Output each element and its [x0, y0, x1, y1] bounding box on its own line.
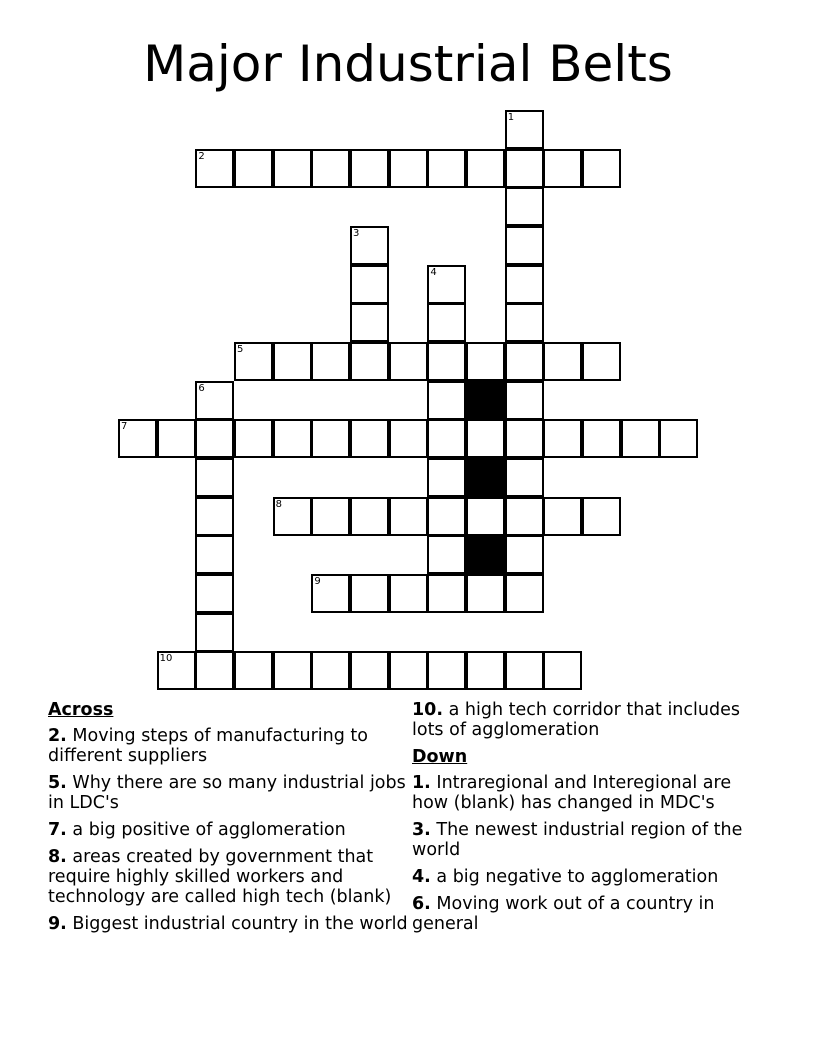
grid-cell[interactable]: [582, 342, 621, 381]
grid-cell[interactable]: [195, 497, 234, 536]
grid-cell[interactable]: [195, 651, 234, 690]
cell-number: 8: [275, 498, 283, 510]
grid-cell[interactable]: [195, 458, 234, 497]
cell-number: 2: [198, 150, 205, 162]
grid-cell[interactable]: [427, 303, 466, 342]
grid-cell[interactable]: [195, 535, 234, 574]
grid-cell[interactable]: [195, 419, 234, 458]
cell-number: 10: [159, 653, 173, 665]
grid-cell[interactable]: [157, 651, 196, 690]
grid-cell[interactable]: [118, 419, 157, 458]
grid-cell[interactable]: [466, 342, 505, 381]
cell-number: 9: [314, 576, 321, 588]
down-clue-6: 6. Moving work out of a country in general: [412, 894, 715, 934]
across-clue-2: 2. Moving steps of manufacturing to different suppliers: [48, 726, 368, 766]
grid-cell[interactable]: [350, 651, 389, 690]
grid-cell[interactable]: [505, 226, 544, 265]
page-title: Major Industrial Belts: [143, 35, 673, 93]
grid-cell[interactable]: [311, 342, 350, 381]
grid-cell[interactable]: [234, 419, 273, 458]
across-clue-7: 7. a big positive of agglomeration: [48, 820, 346, 840]
grid-cell[interactable]: [427, 651, 466, 690]
grid-cell[interactable]: [543, 497, 582, 536]
grid-cell[interactable]: [195, 149, 234, 188]
grid-cell[interactable]: [350, 226, 389, 265]
grid-cell[interactable]: [389, 419, 428, 458]
clues-column-left: [48, 700, 408, 941]
cell-number: 5: [237, 344, 244, 356]
grid-cell[interactable]: [427, 497, 466, 536]
grid-cell[interactable]: [273, 497, 312, 536]
grid-cell[interactable]: [543, 342, 582, 381]
grid-cell[interactable]: [273, 342, 312, 381]
grid-cell[interactable]: [582, 149, 621, 188]
cell-number: 3: [353, 228, 360, 239]
cell-number: 1: [507, 112, 515, 123]
grid-cell[interactable]: [505, 110, 544, 149]
grid-cell[interactable]: [505, 149, 544, 188]
grid-cell[interactable]: [350, 497, 389, 536]
grid-cell[interactable]: [350, 265, 389, 304]
grid-cell[interactable]: [311, 419, 350, 458]
grid-cell[interactable]: [273, 651, 312, 690]
grid-cell[interactable]: [389, 497, 428, 536]
grid-cell[interactable]: [234, 651, 273, 690]
grid-cell[interactable]: [427, 149, 466, 188]
grid-cell[interactable]: [505, 497, 544, 536]
grid-cell[interactable]: [273, 149, 312, 188]
grid-cell[interactable]: [273, 419, 312, 458]
grid-cell[interactable]: [311, 651, 350, 690]
grid-cell[interactable]: [505, 458, 544, 497]
grid-cell[interactable]: [311, 574, 350, 613]
grid-block: [466, 381, 505, 420]
grid-cell[interactable]: [195, 574, 234, 613]
across-clue-8: 8. areas created by government that require highly skilled workers and technology are called high tech (blank): [48, 847, 392, 907]
grid-cell[interactable]: [543, 651, 582, 690]
grid-cell[interactable]: [234, 342, 273, 381]
down-clue-1: 1. Intraregional and Interegional are how (blank) has changed in MDC's: [412, 773, 732, 813]
grid-cell[interactable]: [427, 458, 466, 497]
grid-cell[interactable]: [427, 535, 466, 574]
down-clue-3: 3. The newest industrial region of the world: [412, 820, 743, 860]
grid-cell[interactable]: [543, 149, 582, 188]
grid-cell[interactable]: [350, 303, 389, 342]
grid-cell[interactable]: [659, 419, 698, 458]
grid-cell[interactable]: [466, 419, 505, 458]
across-clue-5: 5. Why there are so many industrial jobs in LDC's: [48, 773, 406, 813]
grid-cell[interactable]: [505, 381, 544, 420]
grid-cell[interactable]: [505, 535, 544, 574]
grid-cell[interactable]: [427, 342, 466, 381]
down-heading: Down: [412, 747, 468, 767]
grid-cell[interactable]: [427, 574, 466, 613]
down-clue-4: 4. a big negative to agglomeration: [412, 867, 719, 887]
grid-cell[interactable]: [505, 651, 544, 690]
grid-cell[interactable]: [505, 187, 544, 226]
grid-cell[interactable]: [311, 497, 350, 536]
grid-cell[interactable]: [427, 381, 466, 420]
grid-cell[interactable]: [389, 651, 428, 690]
grid-cell[interactable]: [427, 419, 466, 458]
grid-cell[interactable]: [621, 419, 660, 458]
across-clue-10: 10. a high tech corridor that includes lots of agglomeration: [412, 700, 740, 740]
grid-cell[interactable]: [195, 381, 234, 420]
grid-cell[interactable]: [234, 149, 273, 188]
cell-number: 7: [121, 421, 128, 433]
grid-cell[interactable]: [466, 574, 505, 613]
grid-cell[interactable]: [466, 149, 505, 188]
grid-cell[interactable]: [350, 342, 389, 381]
grid-block: [466, 458, 505, 497]
grid-cell[interactable]: [427, 265, 466, 304]
grid-cell[interactable]: [350, 574, 389, 613]
grid-cell[interactable]: [505, 265, 544, 304]
cell-number: 4: [430, 266, 437, 278]
grid-cell[interactable]: [350, 149, 389, 188]
grid-cell[interactable]: [505, 574, 544, 613]
grid-cell[interactable]: [389, 342, 428, 381]
grid-cell[interactable]: [157, 419, 196, 458]
clues-column-right: [412, 700, 772, 941]
across-clue-9: 9. Biggest industrial country in the world: [48, 914, 408, 934]
grid-cell[interactable]: [389, 574, 428, 613]
grid-cell[interactable]: [466, 497, 505, 536]
grid-cell[interactable]: [311, 149, 350, 188]
grid-cell[interactable]: [195, 613, 234, 652]
grid-cell[interactable]: [505, 303, 544, 342]
grid-cell[interactable]: [350, 419, 389, 458]
grid-cell[interactable]: [582, 419, 621, 458]
grid-cell[interactable]: [466, 651, 505, 690]
cell-number: 6: [198, 382, 205, 394]
grid-cell[interactable]: [582, 497, 621, 536]
across-heading: Across: [48, 700, 114, 720]
grid-block: [466, 535, 505, 574]
grid-cell[interactable]: [389, 149, 428, 188]
grid-cell[interactable]: [505, 419, 544, 458]
grid-cell[interactable]: [505, 342, 544, 381]
grid-cell[interactable]: [543, 419, 582, 458]
